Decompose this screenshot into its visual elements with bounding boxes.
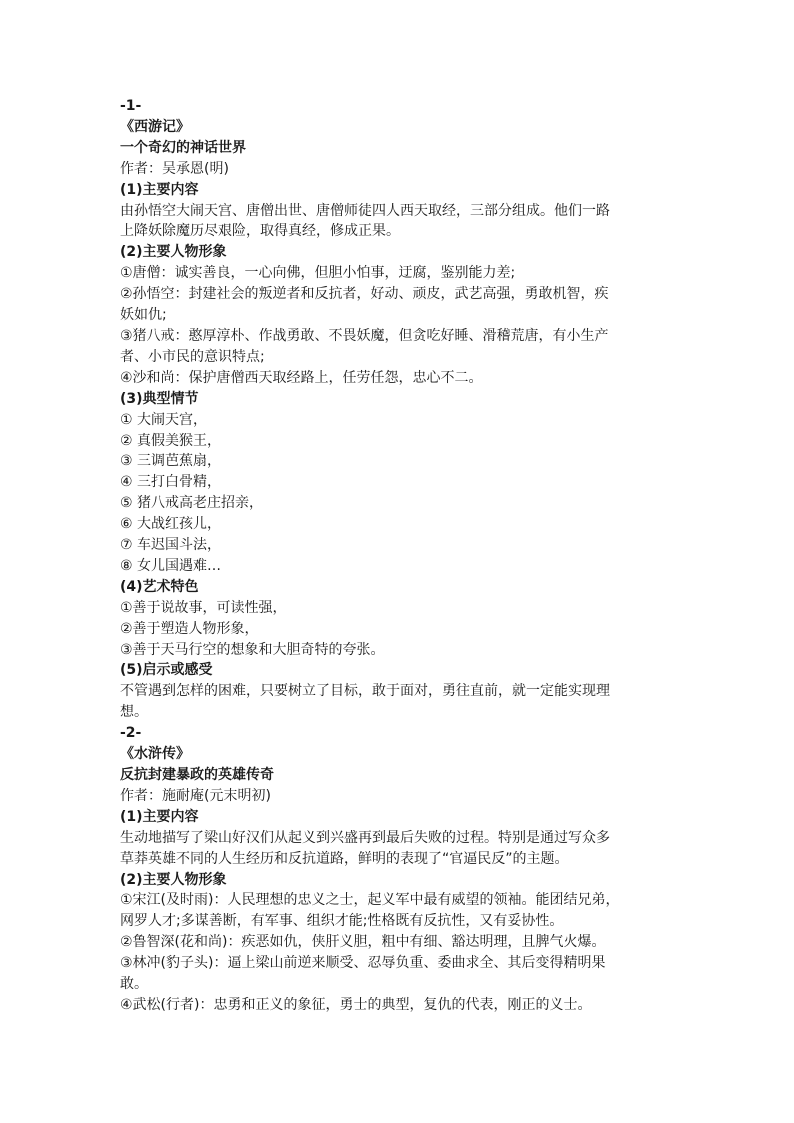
character-line: ②孙悟空：封建社会的叛逆者和反抗者，好动、顽皮，武艺高强，勇敢机智，疾 bbox=[120, 286, 609, 303]
episode-item: ② 真假美猴王， bbox=[120, 432, 222, 449]
character-line: ④沙和尚：保护唐僧西天取经路上，任劳任怨，忠心不二。 bbox=[120, 369, 483, 386]
character-line: 网罗人才;多谋善断，有军事、组织才能;性格既有反抗性，又有妥协性。 bbox=[120, 913, 564, 930]
art-item: ③善于天马行空的想象和大胆奇特的夸张。 bbox=[120, 641, 385, 658]
episode-item: ③ 三调芭蕉扇， bbox=[120, 453, 222, 470]
character-line: 者、小市民的意识特点; bbox=[120, 348, 265, 365]
book-title: 《水浒传》 bbox=[120, 746, 190, 763]
paragraph-line: 生动地描写了梁山好汉们从起义到兴盛再到最后失败的过程。特别是通过写众多 bbox=[120, 829, 610, 846]
episode-item: ⑥ 大战红孩儿， bbox=[120, 516, 222, 533]
author-line: 作者：施耐庵(元末明初) bbox=[120, 787, 271, 804]
episode-item: ① 大闹天宫， bbox=[120, 411, 208, 428]
heading-art-features: (4)艺术特色 bbox=[120, 578, 199, 595]
episode-item: ⑦ 车迟国斗法， bbox=[120, 537, 222, 554]
episode-item: ⑤ 猪八戒高老庄招亲， bbox=[120, 495, 264, 512]
episode-item: ④ 三打白骨精， bbox=[120, 474, 222, 491]
section-marker: -1- bbox=[120, 98, 142, 114]
paragraph-line: 想。 bbox=[120, 704, 148, 721]
heading-characters: (2)主要人物形象 bbox=[120, 871, 227, 888]
paragraph-line: 由孙悟空大闹天宫、唐僧出世、唐僧师徒四人西天取经，三部分组成。他们一路 bbox=[120, 202, 610, 219]
heading-episodes: (3)典型情节 bbox=[120, 390, 199, 407]
book-subtitle: 一个奇幻的神话世界 bbox=[120, 139, 246, 156]
author-line: 作者：吴承恩(明) bbox=[120, 160, 229, 177]
episode-item: ⑧ 女儿国遇难… bbox=[120, 557, 222, 574]
document-body bbox=[120, 96, 680, 1016]
paragraph-line: 不管遇到怎样的困难，只要树立了目标，敢于面对，勇往直前，就一定能实现理 bbox=[120, 683, 610, 700]
heading-main-content: (1)主要内容 bbox=[120, 808, 199, 825]
character-line: ①宋江(及时雨)：人民理想的忠义之士，起义军中最有威望的领袖。能团结兄弟， bbox=[120, 892, 620, 909]
heading-main-content: (1)主要内容 bbox=[120, 181, 199, 198]
art-item: ②善于塑造人物形象， bbox=[120, 620, 259, 637]
section-marker: -2- bbox=[120, 725, 142, 742]
paragraph-line: 上降妖除魔历尽艰险，取得真经，修成正果。 bbox=[120, 223, 400, 240]
character-line: 敢。 bbox=[120, 976, 148, 993]
character-line: ①唐僧：诚实善良，一心向佛，但胆小怕事，迂腐，鉴别能力差; bbox=[120, 265, 516, 282]
heading-characters: (2)主要人物形象 bbox=[120, 244, 227, 261]
book-title: 《西游记》 bbox=[120, 118, 190, 135]
character-line: ③猪八戒：憨厚淳朴、作战勇敢、不畏妖魔，但贪吃好睡、滑稽荒唐，有小生产 bbox=[120, 327, 609, 344]
art-item: ①善于说故事，可读性强， bbox=[120, 599, 287, 616]
character-line: 妖如仇; bbox=[120, 307, 167, 324]
book-subtitle: 反抗封建暴政的英雄传奇 bbox=[120, 767, 274, 783]
heading-insight: (5)启示或感受 bbox=[120, 662, 213, 679]
character-line: ②鲁智深(花和尚)：疾恶如仇，侠肝义胆，粗中有细、豁达明理，且脾气火爆。 bbox=[120, 934, 606, 951]
character-line: ③林冲(豹子头)：逼上梁山前逆来顺受、忍辱负重、委曲求全、其后变得精明果 bbox=[120, 955, 606, 972]
paragraph-line: 草莽英雄不同的人生经历和反抗道路，鲜明的表现了“官逼民反”的主题。 bbox=[120, 850, 569, 867]
character-line: ④武松(行者)：忠勇和正义的象征，勇士的典型，复仇的代表，刚正的义士。 bbox=[120, 996, 592, 1013]
